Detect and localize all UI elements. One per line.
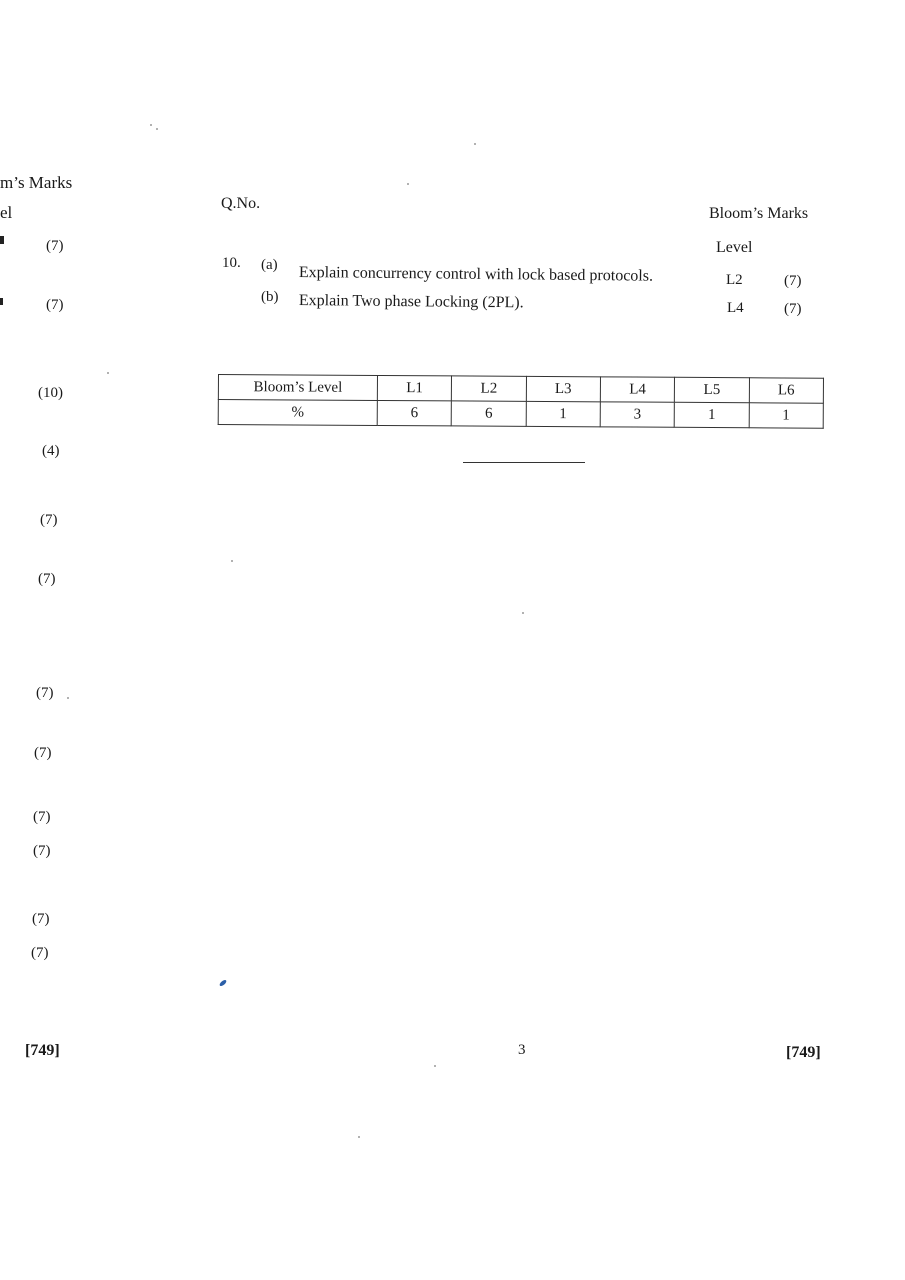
level-cell: L3 [526, 376, 600, 401]
left-mark: (7) [34, 745, 52, 761]
scan-speck [156, 128, 158, 130]
scan-speck [358, 1136, 360, 1138]
part-label-b: (b) [261, 289, 279, 305]
part-level-a: L2 [726, 272, 743, 288]
level-heading: Level [716, 239, 753, 256]
question-number: 10. [222, 255, 241, 271]
part-marks-b: (7) [784, 301, 802, 317]
part-text-a: Explain concurrency control with lock based protocols. [298, 264, 654, 285]
part-level-b: L4 [727, 300, 744, 316]
cut-off-glyph [0, 298, 3, 305]
value-cell: 1 [749, 403, 824, 428]
blooms-marks-heading: Bloom’s Marks [709, 205, 809, 222]
left-mark: (4) [42, 443, 60, 459]
scan-speck [150, 124, 152, 126]
left-mark: (7) [40, 512, 58, 528]
left-mark: (7) [46, 238, 64, 254]
left-mark: (7) [32, 911, 50, 927]
end-rule [463, 462, 585, 463]
scan-speck [522, 612, 524, 614]
left-mark: (7) [38, 571, 56, 587]
blooms-level-table [218, 374, 824, 429]
value-cell: 6 [377, 400, 451, 425]
part-marks-a: (7) [784, 273, 802, 289]
table-row [218, 375, 823, 404]
left-header-line2: el [0, 203, 13, 222]
table-row-header: Bloom’s Level [218, 375, 377, 401]
scan-speck [67, 697, 69, 699]
value-cell: 6 [452, 401, 526, 426]
cut-off-glyph [0, 236, 4, 244]
left-mark: (7) [33, 843, 51, 859]
footer-code-left: [749] [25, 1042, 60, 1059]
left-mark: (10) [38, 385, 63, 401]
qno-heading: Q.No. [221, 195, 261, 212]
scan-speck [231, 560, 233, 562]
left-mark: (7) [31, 945, 49, 961]
part-label-a: (a) [261, 257, 278, 273]
table-row [218, 400, 823, 429]
page-number: 3 [518, 1042, 526, 1058]
part-text-b: Explain Two phase Locking (2PL). [298, 292, 524, 312]
ink-mark [219, 979, 228, 987]
left-mark: (7) [46, 297, 64, 313]
value-cell: 1 [526, 401, 600, 426]
left-header-line1: m’s Marks [0, 173, 73, 192]
percent-label: % [218, 400, 377, 426]
value-cell: 1 [674, 402, 748, 427]
level-cell: L6 [749, 378, 824, 403]
left-mark: (7) [33, 809, 51, 825]
scan-speck [474, 143, 476, 145]
level-cell: L2 [452, 376, 526, 401]
level-cell: L4 [600, 377, 674, 402]
scan-speck [107, 372, 109, 374]
scan-speck [407, 183, 409, 185]
left-mark: (7) [36, 685, 54, 701]
scan-speck [434, 1065, 436, 1067]
level-cell: L5 [675, 377, 749, 402]
value-cell: 3 [600, 402, 674, 427]
level-cell: L1 [377, 375, 451, 400]
footer-code-right: [749] [786, 1044, 821, 1061]
